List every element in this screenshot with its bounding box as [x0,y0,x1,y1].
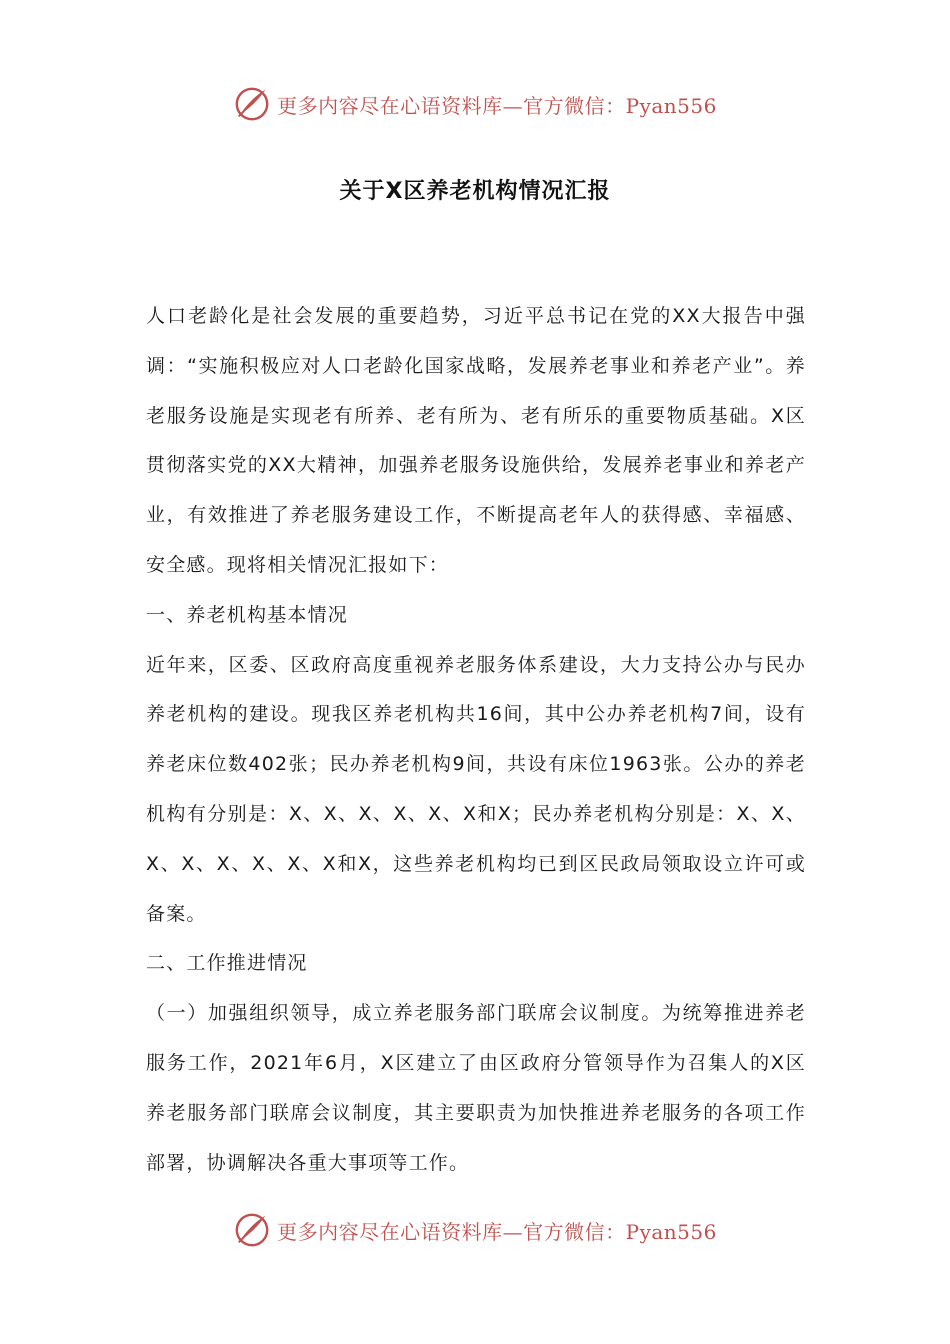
section-heading-1: 一、养老机构基本情况 [146,603,349,626]
watermark-text: 更多内容尽在心语资料库—官方微信：Pyan556 [277,1219,717,1244]
footer-watermark [0,1208,950,1252]
document-body [146,292,806,1188]
intro-paragraph: 人口老龄化是社会发展的重要趋势，习近平总书记在党的XX大报告中强调：“实施积极应对人口老龄化国家战略，发展养老事业和养老产业”。养老服务设施是实现老有所养、老有所为、老有所乐的重要物质基础。X区贯彻落实党的XX大精神，加强养老服务设施供给，发展养老事业和养老产业，有效推进了养老服务建设工作，不断提高老年人的获得感、幸福感、安全感。现将相关情况汇报如下： [146,305,806,576]
document-title: 关于X区养老机构情况汇报 [339,179,611,204]
section-2-paragraph-1: （一）加强组织领导，成立养老服务部门联席会议制度。为统筹推进养老服务工作，2021年6月，X区建立了由区政府分管领导作为召集人的X区养老服务部门联席会议制度，其主要职责为加快推进养老服务的各项工作部署，协调解决各重大事项等工作。 [146,1002,806,1174]
section-1-paragraph: 近年来，区委、区政府高度重视养老服务体系建设，大力支持公办与民办养老机构的建设。现我区养老机构共16间，其中公办养老机构7间，设有养老床位数402张；民办养老机构9间，共设有床位1963张。公办的养老机构有分别是：X、X、X、X、X、X和X；民办养老机构分别是：X、X、X、X、X、X、X、X和X，这些养老机构均已到区民政局领取设立许可或备案。 [146,653,806,925]
header-watermark [0,82,950,126]
section-heading-2: 二、工作推进情况 [146,952,308,975]
quill-pen-logo-icon [233,1211,271,1249]
quill-pen-logo-icon [233,85,271,123]
watermark-text: 更多内容尽在心语资料库—官方微信：Pyan556 [277,93,717,118]
